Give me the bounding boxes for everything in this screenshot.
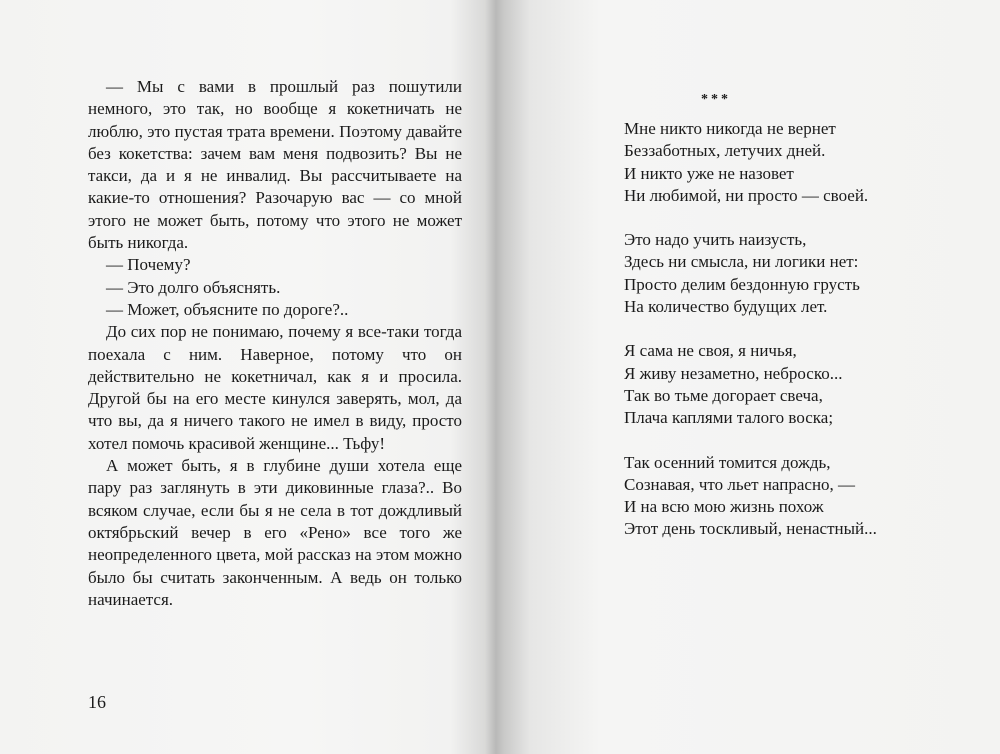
right-page [505, 0, 1000, 754]
poem-line: Это надо учить наизусть, [624, 230, 807, 250]
poem-line: Просто делим бездонную грусть [624, 274, 860, 294]
page-number: 16 [88, 692, 106, 712]
paragraph: — Мы с вами в прошлый раз пошутили немного, это так, но вообще я кокетничать не люблю, это пустая трата времени. Поэтому давайте без кокетства: зачем вам меня подвозить? Вы не такси, да и я не инвалид. Вы рассчитываете на какие-то отношения? Разочарую вас — со мной этого не может быть, потому что этого не может быть никогда. [88, 77, 462, 253]
section-separator: *** [701, 92, 731, 107]
poem-line: И никто уже не назовет [624, 163, 794, 183]
poem-line: Мне никто никогда не вернет [624, 119, 836, 138]
stanza [624, 118, 964, 207]
poem-line: И на всю мою жизнь похож [624, 497, 824, 517]
poem-line: Этот день тоскливый, ненастный... [624, 519, 877, 539]
paragraph: До сих пор не понимаю, почему я все-таки тогда поехала с ним. Наверное, потому что он действительно не кокетничал, как я и просила. Другой бы на его месте кинулся заверять, мол, да что вы, да я ничего такого не имел в виду, просто хотел помочь красивой женщине... Тьфу! [88, 322, 462, 453]
poem-line: Я сама не своя, я ничья, [624, 341, 797, 361]
poem [624, 118, 964, 563]
stanza [624, 229, 964, 318]
poem-line: Я живу незаметно, неброско... [624, 363, 843, 383]
poem-line: Так во тьме догорает свеча, [624, 385, 823, 405]
poem-line: Плача каплями талого воска; [624, 408, 834, 428]
poem-line: Беззаботных, летучих дней. [624, 141, 826, 161]
prose-text [88, 76, 462, 611]
stanza [624, 340, 964, 429]
paragraph: — Это долго объяснять. [106, 277, 281, 297]
paragraph: — Почему? [106, 255, 191, 275]
poem-line: Сознавая, что льет напрасно, — [624, 474, 856, 494]
stanza [624, 452, 964, 541]
poem-line: Ни любимой, ни просто — своей. [624, 185, 869, 205]
poem-line: Здесь ни смысла, ни логики нет: [624, 252, 859, 272]
poem-line: На количество будущих лет. [624, 297, 828, 317]
paragraph: А может быть, я в глубине души хотела еще пару раз заглянуть в эти диковинные глаза?.. Во всяком случае, если бы я не села в тот дождливый октябрьский вечер в его «Рено» все того же неопределенного цвета, мой рассказ на этом можно было бы считать законченным. А ведь он только начинается. [88, 456, 462, 609]
paragraph: — Может, объясните по дороге?.. [106, 299, 349, 319]
poem-line: Так осенний томится дождь, [624, 452, 831, 472]
left-page [0, 0, 495, 754]
